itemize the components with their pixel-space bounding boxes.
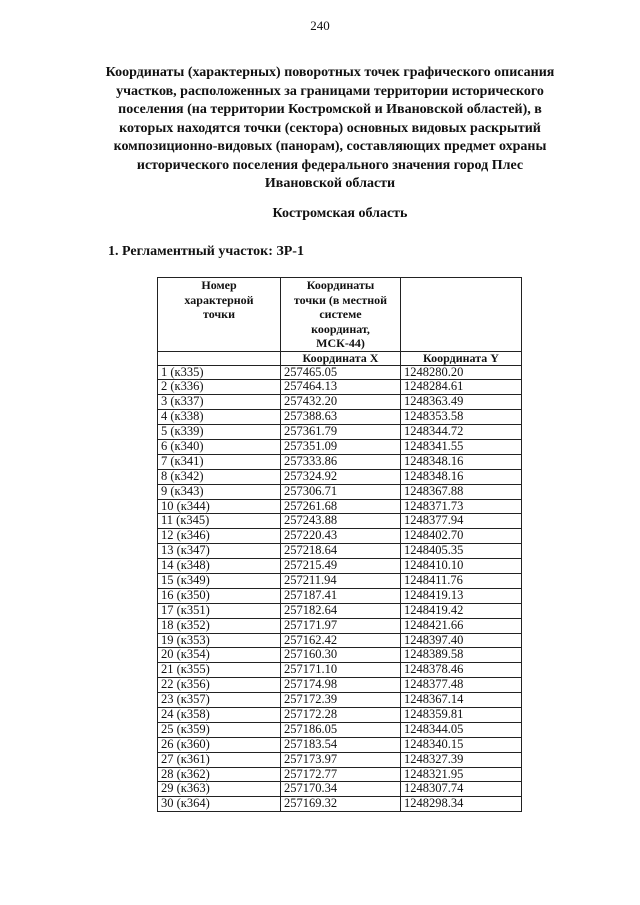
coordinate-y-cell: 1248367.14 <box>401 693 522 708</box>
table-row <box>158 469 522 484</box>
coordinate-y-cell: 1248367.88 <box>401 484 522 499</box>
header-coords-line: Координаты <box>306 278 375 292</box>
table-row <box>158 663 522 678</box>
point-number-cell: 20 (к354) <box>158 648 281 663</box>
heading-line: участков, расположенных за границами территории исторического <box>116 83 544 99</box>
coordinate-x-cell: 257211.94 <box>281 573 401 588</box>
table-row <box>158 767 522 782</box>
table-row <box>158 678 522 693</box>
coordinate-x-cell: 257186.05 <box>281 722 401 737</box>
coordinate-x-cell: 257169.32 <box>281 797 401 812</box>
coordinate-x-cell: 257464.13 <box>281 380 401 395</box>
coordinate-y-cell: 1248410.10 <box>401 559 522 574</box>
header-empty-cell <box>401 278 522 352</box>
table-body <box>158 365 522 812</box>
coordinate-y-cell: 1248377.48 <box>401 678 522 693</box>
header-coords-line: МСК-44) <box>316 336 365 350</box>
table-row <box>158 618 522 633</box>
table-row <box>158 454 522 469</box>
table-row <box>158 797 522 812</box>
coordinate-y-cell: 1248298.34 <box>401 797 522 812</box>
heading-line: исторического поселения федерального значения город Плес <box>136 157 524 173</box>
table-row <box>158 633 522 648</box>
coordinate-y-cell: 1248419.42 <box>401 603 522 618</box>
point-number-cell: 1 (к335) <box>158 365 281 380</box>
header-point-line: характерной <box>184 292 254 307</box>
point-number-cell: 21 (к355) <box>158 663 281 678</box>
header-coords-line: координат, <box>311 321 370 336</box>
coordinate-y-cell: 1248280.20 <box>401 365 522 380</box>
heading-line: композиционно-видовых (панорам), составляющих предмет охраны <box>113 139 547 154</box>
point-number-cell: 15 (к349) <box>158 573 281 588</box>
point-number-cell: 12 (к346) <box>158 529 281 544</box>
point-number-cell: 3 (к337) <box>158 395 281 410</box>
table-row <box>158 544 522 559</box>
coordinate-x-cell: 257215.49 <box>281 559 401 574</box>
coordinate-y-cell: 1248397.40 <box>401 633 522 648</box>
coordinate-y-cell: 1248411.76 <box>401 573 522 588</box>
header-coordinates <box>281 278 401 352</box>
table-row <box>158 484 522 499</box>
coordinate-y-cell: 1248344.05 <box>401 722 522 737</box>
coordinate-y-cell: 1248284.61 <box>401 380 522 395</box>
coordinate-x-cell: 257324.92 <box>281 469 401 484</box>
header-point-number <box>158 278 281 352</box>
table-row <box>158 693 522 708</box>
coordinate-x-cell: 257187.41 <box>281 588 401 603</box>
table-row <box>158 395 522 410</box>
coordinate-y-cell: 1248371.73 <box>401 499 522 514</box>
coordinate-y-cell: 1248377.94 <box>401 514 522 529</box>
coordinate-y-cell: 1248307.74 <box>401 782 522 797</box>
coordinate-x-cell: 257220.43 <box>281 529 401 544</box>
page-number: 240 <box>310 18 330 33</box>
column-header-x: Координата X <box>281 351 401 365</box>
coordinate-x-cell: 257361.79 <box>281 425 401 440</box>
point-number-cell: 26 (к360) <box>158 737 281 752</box>
table-row <box>158 559 522 574</box>
point-number-cell: 24 (к358) <box>158 707 281 722</box>
coordinate-y-cell: 1248341.55 <box>401 439 522 454</box>
header-point-line: Номер <box>201 278 237 292</box>
coordinate-y-cell: 1248419.13 <box>401 588 522 603</box>
point-number-cell: 19 (к353) <box>158 633 281 648</box>
coordinate-x-cell: 257333.86 <box>281 454 401 469</box>
table-row <box>158 588 522 603</box>
point-number-cell: 29 (к363) <box>158 782 281 797</box>
coordinate-x-cell: 257388.63 <box>281 410 401 425</box>
point-number-cell: 8 (к342) <box>158 469 281 484</box>
coordinate-y-cell: 1248421.66 <box>401 618 522 633</box>
column-header-y: Координата Y <box>401 351 522 365</box>
table-row <box>158 425 522 440</box>
point-number-cell: 23 (к357) <box>158 693 281 708</box>
header-coords-line: системе <box>319 307 362 321</box>
table-row <box>158 365 522 380</box>
coordinate-y-cell: 1248363.49 <box>401 395 522 410</box>
table-row <box>158 529 522 544</box>
heading-line: которых находятся точки (сектора) основных видовых раскрытий <box>119 120 541 136</box>
table-row <box>158 603 522 618</box>
coordinate-x-cell: 257351.09 <box>281 439 401 454</box>
subheader-empty-cell <box>158 351 281 365</box>
point-number-cell: 11 (к345) <box>158 514 281 529</box>
coordinate-x-cell: 257160.30 <box>281 648 401 663</box>
heading-line: Ивановской области <box>264 176 396 191</box>
point-number-cell: 30 (к364) <box>158 797 281 812</box>
point-number-cell: 18 (к352) <box>158 618 281 633</box>
coordinate-y-cell: 1248348.16 <box>401 454 522 469</box>
heading-line: поселения (на территории Костромской и Ивановской областей), в <box>118 102 542 117</box>
point-number-cell: 13 (к347) <box>158 544 281 559</box>
coordinate-x-cell: 257171.97 <box>281 618 401 633</box>
point-number-cell: 7 (к341) <box>158 454 281 469</box>
coordinate-y-cell: 1248405.35 <box>401 544 522 559</box>
coordinate-x-cell: 257162.42 <box>281 633 401 648</box>
table-row <box>158 782 522 797</box>
table-row <box>158 707 522 722</box>
coordinate-x-cell: 257432.20 <box>281 395 401 410</box>
region-title: Костромская область <box>272 206 408 221</box>
coordinate-x-cell: 257306.71 <box>281 484 401 499</box>
coordinate-y-cell: 1248340.15 <box>401 737 522 752</box>
point-number-cell: 28 (к362) <box>158 767 281 782</box>
coordinate-x-cell: 257171.10 <box>281 663 401 678</box>
point-number-cell: 27 (к361) <box>158 752 281 767</box>
table-row <box>158 410 522 425</box>
point-number-cell: 6 (к340) <box>158 439 281 454</box>
table-row <box>158 722 522 737</box>
table-row <box>158 573 522 588</box>
table-row <box>158 648 522 663</box>
coordinate-x-cell: 257261.68 <box>281 499 401 514</box>
heading-line: Координаты (характерных) поворотных точек графического описания <box>105 65 555 80</box>
table-row <box>158 439 522 454</box>
coordinate-x-cell: 257182.64 <box>281 603 401 618</box>
point-number-cell: 4 (к338) <box>158 410 281 425</box>
point-number-cell: 10 (к344) <box>158 499 281 514</box>
coordinate-x-cell: 257172.77 <box>281 767 401 782</box>
point-number-cell: 9 (к343) <box>158 484 281 499</box>
coordinate-x-cell: 257172.39 <box>281 693 401 708</box>
coordinate-x-cell: 257243.88 <box>281 514 401 529</box>
coordinate-y-cell: 1248402.70 <box>401 529 522 544</box>
header-coords-line: точки (в местной <box>293 292 388 307</box>
coordinate-x-cell: 257465.05 <box>281 365 401 380</box>
table-row <box>158 737 522 752</box>
document-heading <box>80 64 580 194</box>
point-number-cell: 17 (к351) <box>158 603 281 618</box>
point-number-cell: 14 (к348) <box>158 559 281 574</box>
coordinate-y-cell: 1248344.72 <box>401 425 522 440</box>
coordinate-x-cell: 257173.97 <box>281 752 401 767</box>
coordinate-y-cell: 1248321.95 <box>401 767 522 782</box>
coordinate-y-cell: 1248348.16 <box>401 469 522 484</box>
coordinate-x-cell: 257183.54 <box>281 737 401 752</box>
coordinates-table <box>157 277 522 812</box>
coordinate-y-cell: 1248327.39 <box>401 752 522 767</box>
point-number-cell: 22 (к356) <box>158 678 281 693</box>
coordinate-y-cell: 1248353.58 <box>401 410 522 425</box>
header-point-line: точки <box>202 307 236 321</box>
point-number-cell: 25 (к359) <box>158 722 281 737</box>
coordinate-x-cell: 257218.64 <box>281 544 401 559</box>
coordinate-y-cell: 1248378.46 <box>401 663 522 678</box>
coordinate-y-cell: 1248389.58 <box>401 648 522 663</box>
point-number-cell: 5 (к339) <box>158 425 281 440</box>
coordinate-x-cell: 257172.28 <box>281 707 401 722</box>
point-number-cell: 2 (к336) <box>158 380 281 395</box>
section-title: 1. Регламентный участок: ЗР-1 <box>108 244 304 259</box>
coordinate-x-cell: 257170.34 <box>281 782 401 797</box>
table-row <box>158 499 522 514</box>
table-row <box>158 514 522 529</box>
table-row <box>158 380 522 395</box>
coordinate-y-cell: 1248359.81 <box>401 707 522 722</box>
point-number-cell: 16 (к350) <box>158 588 281 603</box>
coordinate-x-cell: 257174.98 <box>281 678 401 693</box>
table-row <box>158 752 522 767</box>
